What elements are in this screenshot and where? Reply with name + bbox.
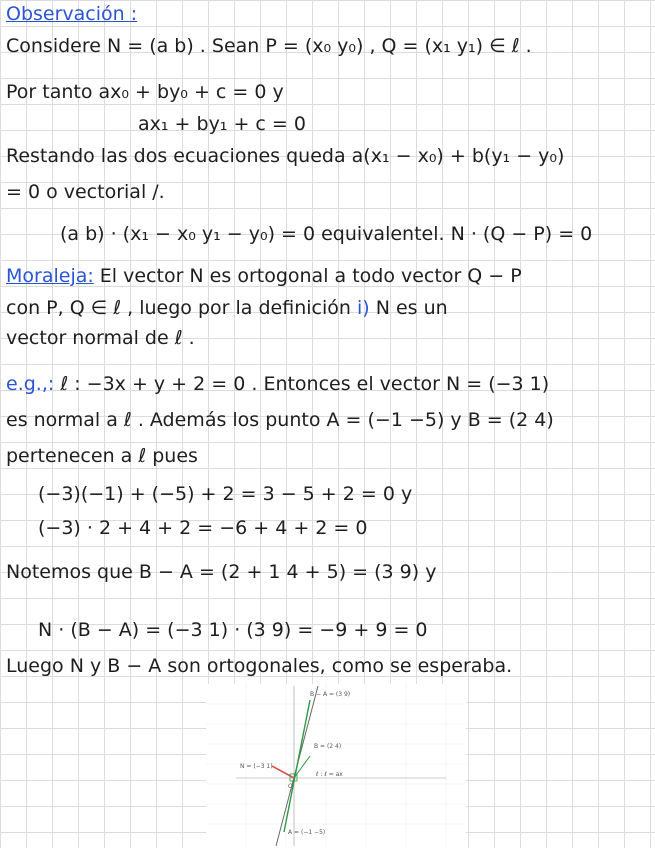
line-dot-product: (a b) · (x₁ − x₀ y₁ − y₀) = 0 equivalentel. N · (Q − P) = 0 [60, 223, 593, 245]
line-con-p-q [6, 296, 448, 320]
line-restando: Restando las dos ecuaciones queda a(x₁ − x₀) + b(y₁ − y₀) [6, 145, 565, 167]
line-luego: Luego N y B − A son ortogonales, como se esperaba. [6, 655, 513, 677]
line-considere: Considere N = (a b) . Sean P = (x₀ y₀) , Q = (x₁ y₁) ∈ ℓ . [6, 35, 532, 57]
definition-text: con P, Q ∈ ℓ , luego por la definición [6, 297, 357, 319]
line-pertenecen: pertenecen a ℓ pues [6, 445, 198, 467]
label-n: N = (−3 1) [240, 763, 273, 770]
label-origin: O [288, 783, 293, 790]
label-a: A = (−1 −5) [288, 829, 326, 836]
line-vector-normal: vector normal de ℓ . [6, 327, 195, 349]
line-por-tanto: Por tanto ax₀ + by₀ + c = 0 y [6, 81, 284, 103]
line-vectorial: = 0 o vectorial /. [6, 181, 165, 203]
example-text: ℓ : −3x + y + 2 = 0 . Entonces el vector N = (−3 1) [54, 373, 550, 395]
label-b-minus-a: B − A = (3 9) [310, 691, 351, 698]
moraleja-label: Moraleja: [6, 265, 94, 287]
line-moraleja [6, 264, 522, 288]
line-es-normal: es normal a ℓ . Además los punto A = (−1 −5) y B = (2 4) [6, 409, 554, 431]
definition-ref: i) [356, 297, 370, 319]
definition-tail: N es un [369, 297, 448, 319]
vector-figure [206, 684, 466, 848]
label-b: B = (2 4) [314, 743, 342, 750]
eg-label: e.g.,: [6, 373, 55, 395]
heading-observacion: Observación : [6, 3, 138, 25]
line-equation-2: ax₁ + by₁ + c = 0 [138, 113, 306, 135]
line-check-b: (−3) · 2 + 4 + 2 = −6 + 4 + 2 = 0 [38, 517, 368, 539]
line-check-a: (−3)(−1) + (−5) + 2 = 3 − 5 + 2 = 0 y [38, 483, 413, 505]
moraleja-text: El vector N es ortogonal a todo vector Q − P [93, 265, 522, 287]
line-notemos: Notemos que B − A = (2 + 1 4 + 5) = (3 9) y [6, 561, 437, 583]
label-line: ℓ : ℓ = ax [316, 771, 343, 778]
line-example [6, 372, 549, 396]
line-n-dot-ba: N · (B − A) = (−3 1) · (3 9) = −9 + 9 = 0 [38, 619, 428, 641]
